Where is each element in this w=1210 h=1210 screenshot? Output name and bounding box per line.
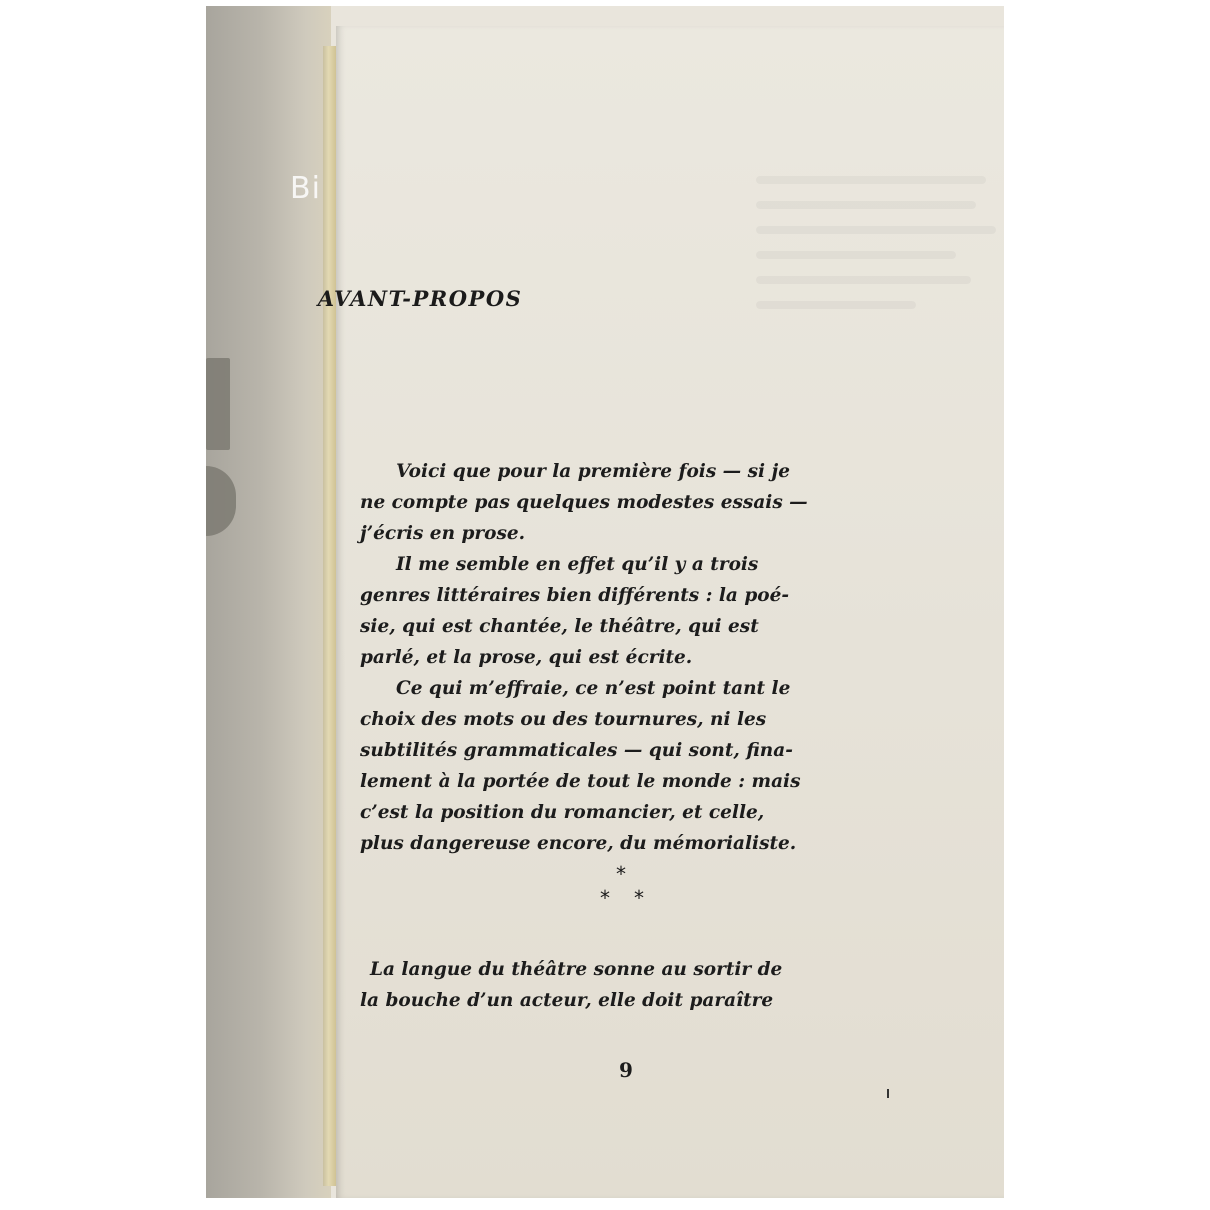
text-line: Il me semble en effet qu’il y a trois	[396, 554, 759, 575]
page-title: AVANT-PROPOS	[317, 286, 523, 311]
text-line: j’écris en prose.	[360, 523, 526, 544]
text-line: Ce qui m’effraie, ce n’est point tant le	[396, 678, 791, 699]
text-line: choix des mots ou des tournures, ni les	[360, 709, 767, 730]
text-line: La langue du théâtre sonne au sortir de	[370, 959, 783, 980]
text-line: c’est la position du romancier, et celle,	[360, 802, 765, 823]
page-edge	[323, 46, 337, 1186]
paragraph	[360, 673, 896, 859]
separator-star: *	[600, 886, 610, 910]
text-line: lement à la portée de tout le monde : mais	[360, 771, 801, 792]
watermark: Bi	[290, 171, 321, 206]
text-line: genres littéraires bien différents : la poé-	[360, 585, 790, 606]
text-line: parlé, et la prose, qui est écrite.	[360, 647, 693, 668]
page-number: 9	[619, 1058, 633, 1082]
paragraph	[360, 456, 896, 549]
text-line: ne compte pas quelques modestes essais —	[360, 492, 808, 513]
text-line: sie, qui est chantée, le théâtre, qui est	[360, 616, 759, 637]
text-line: Voici que pour la première fois — si je	[396, 461, 790, 482]
paragraph	[360, 954, 896, 1016]
bleed-through-mark	[206, 466, 236, 536]
text-line: subtilités grammaticales — qui sont, fina-	[360, 740, 793, 761]
separator-star: *	[616, 862, 626, 886]
body-text-continued	[360, 954, 896, 1016]
separator-star: *	[634, 886, 644, 910]
body-text	[360, 456, 896, 859]
text-line: plus dangereuse encore, du mémorialiste.	[360, 833, 797, 854]
show-through-text	[756, 176, 1004, 326]
section-separator	[598, 862, 658, 912]
text-line: la bouche d’un acteur, elle doit paraître	[360, 990, 774, 1011]
ink-mark	[887, 1089, 889, 1098]
paragraph	[360, 549, 896, 673]
bleed-through-mark	[206, 358, 230, 450]
